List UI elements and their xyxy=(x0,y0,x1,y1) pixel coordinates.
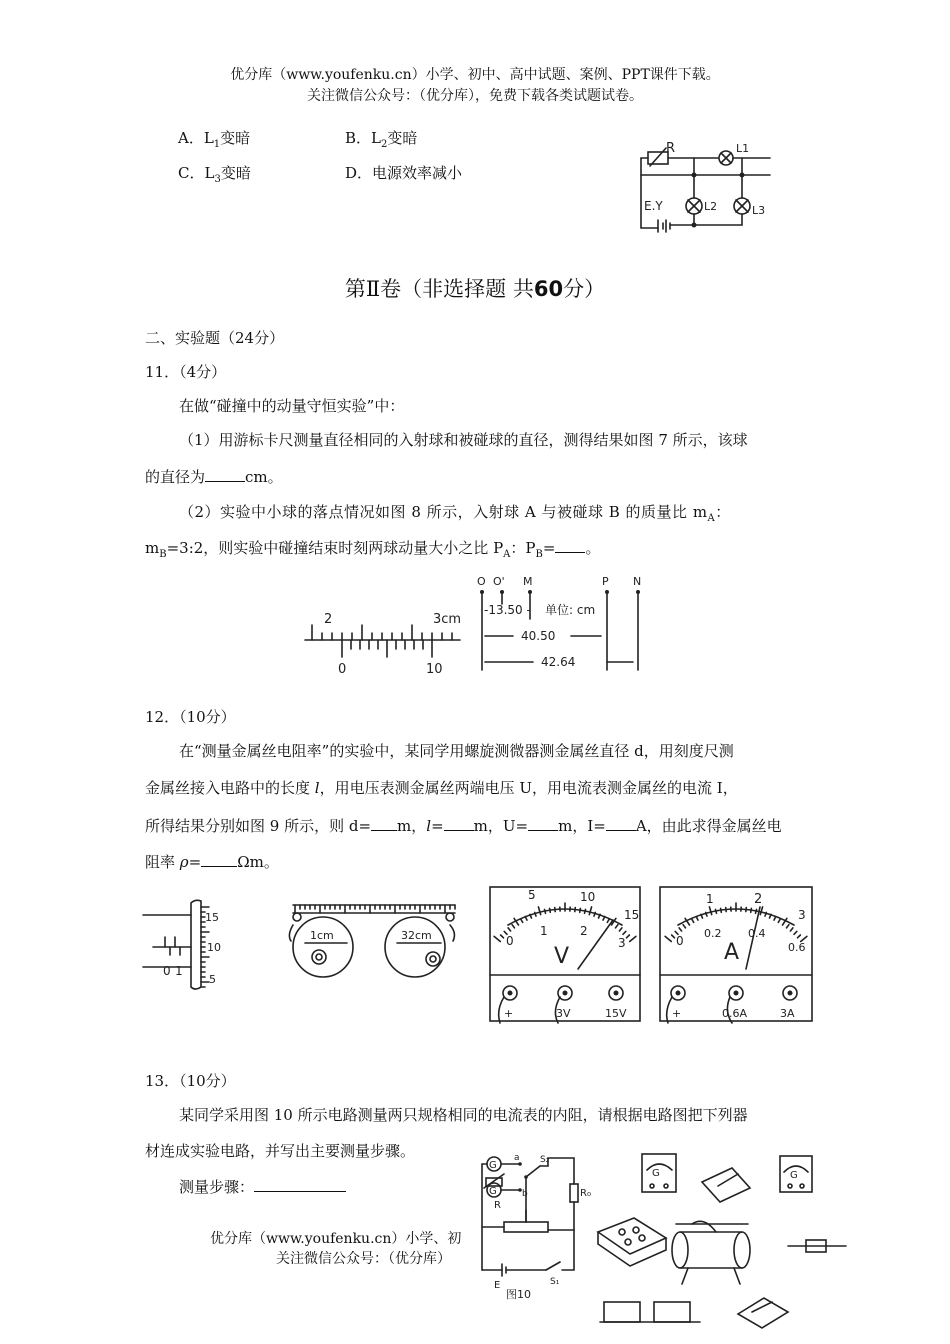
figure-7-vernier xyxy=(300,605,475,680)
header-line-1: 优分库（www.youfenku.cn）小学、初中、高中试题、案例、PPT课件下载。 xyxy=(230,67,720,83)
micrometer-label-1: 1 xyxy=(175,964,183,978)
section-heading: 二、实验题（24分） xyxy=(145,329,285,347)
ammeter-tick xyxy=(751,908,752,912)
answer-blank[interactable] xyxy=(201,852,237,867)
ammeter-tick xyxy=(794,931,797,934)
voltmeter-tick xyxy=(538,907,540,915)
voltmeter-tick xyxy=(494,936,500,941)
footer-line-1: 优分库（www.youfenku.cn）小学、初 xyxy=(210,1231,462,1247)
figure-10-caption: 图10 xyxy=(506,1288,531,1301)
micrometer-label-10: 10 xyxy=(207,941,221,954)
ammeter-tick xyxy=(679,928,682,931)
resistance-box-icon xyxy=(598,1218,666,1254)
galvanometer-1-text: G xyxy=(652,1168,660,1179)
ammeter-bottom-02: 0.2 xyxy=(704,927,722,940)
micrometer-label-5: 5 xyxy=(209,973,216,986)
switch-s1-label: S₁ xyxy=(550,1277,560,1287)
q12-line2: 金属丝接入电路中的长度 l，用电压表测金属丝两端电压 U，用电流表测金属丝的电流 I， xyxy=(145,779,738,797)
voltmeter-bottom-3: 3 xyxy=(618,936,626,950)
ammeter-tick xyxy=(790,928,793,931)
answer-blank[interactable] xyxy=(371,816,397,831)
voltmeter-tick xyxy=(607,919,609,922)
label-r: R xyxy=(666,141,676,156)
figure-10-apparatus xyxy=(592,1152,850,1342)
ammeter-tick xyxy=(683,925,685,928)
point-label-m: M xyxy=(523,575,533,588)
ammeter-symbol: A xyxy=(724,940,740,965)
voltmeter-tick xyxy=(616,925,618,928)
vernier-label-0: 0 xyxy=(338,662,347,677)
switch-s2-label: S₂ xyxy=(540,1155,550,1165)
answer-blank[interactable] xyxy=(444,816,474,831)
section-title: 第Ⅱ卷（非选择题 共60分） xyxy=(344,277,606,301)
switch-terminal-b: b xyxy=(522,1189,528,1199)
ammeter-tick xyxy=(672,935,675,938)
point-label-n: N xyxy=(633,575,642,588)
voltmeter-tick xyxy=(589,907,591,915)
figure-10-circuit xyxy=(478,1150,598,1300)
voltmeter-term-15v: 15V xyxy=(605,1007,627,1020)
switch-2-icon xyxy=(738,1298,788,1328)
distance-om: -13.50 - xyxy=(484,603,531,617)
rheostat-r-label: R xyxy=(494,1200,501,1211)
point-label-o-prime: O' xyxy=(493,575,505,588)
voltmeter-tick xyxy=(545,909,546,913)
ammeter-tick xyxy=(696,917,698,921)
q12-line4: 阻率 ρ= Ωm。 xyxy=(145,853,279,871)
q12-header: 12．（10分） xyxy=(145,708,236,726)
figure-8-landing-points xyxy=(475,574,655,674)
voltmeter-tick xyxy=(575,908,576,912)
voltmeter-top-10: 10 xyxy=(580,890,596,904)
voltmeter-tick xyxy=(508,928,511,931)
q13-header: 13．（10分） xyxy=(145,1072,236,1090)
ammeter-term-3a: 3A xyxy=(780,1007,795,1020)
vernier-label-3cm: 3cm xyxy=(433,612,462,627)
voltmeter-tick xyxy=(619,928,622,931)
answer-blank[interactable] xyxy=(555,538,585,553)
ammeter-bottom-04: 0.4 xyxy=(748,927,766,940)
voltmeter-symbol: V xyxy=(554,944,570,969)
point-label-o: O xyxy=(477,575,486,588)
ammeter-term-06a: 0.6A xyxy=(722,1007,748,1020)
galvanometer-1-label: G xyxy=(489,1160,497,1171)
voltmeter-tick xyxy=(630,936,636,941)
voltmeter-tick xyxy=(555,908,556,912)
ammeter-tick xyxy=(721,908,722,912)
galvanometer-2-label: G xyxy=(489,1186,497,1197)
voltmeter-tick xyxy=(580,908,581,912)
voltmeter-top-5: 5 xyxy=(528,888,536,902)
q11-part2-line2: $m_B=3:2$，则实验中碰撞结束时刻两球动量大小之比 $P_A$：$P_B=$ 。 xyxy=(145,539,601,560)
ammeter-tick xyxy=(665,936,671,941)
answer-blank[interactable] xyxy=(606,816,636,831)
label-l2: L2 xyxy=(704,200,718,213)
voltmeter-tick xyxy=(623,931,626,934)
voltmeter-tick xyxy=(512,925,514,928)
option-d: D．电源效率减小 xyxy=(345,164,463,182)
voltmeter-tick xyxy=(627,935,630,938)
figure-9-ruler xyxy=(285,895,460,995)
micrometer-label-0: 0 xyxy=(163,964,171,978)
ruler-label-32cm: 32cm xyxy=(401,929,432,942)
q11-part2-line1: （2）实验中小球的落点情况如图 8 所示，入射球 A 与被碰球 B 的质量比 $m_A$： xyxy=(179,503,731,524)
micrometer-label-15: 15 xyxy=(205,911,219,924)
voltmeter-bottom-2: 2 xyxy=(580,924,588,938)
circuit-diagram-q10 xyxy=(636,140,776,235)
switch-1-icon xyxy=(702,1168,750,1202)
q12-line1: 在“测量金属丝电阻率”的实验中，某同学用螺旋测微器测金属丝直径 d，用刻度尺测 xyxy=(179,742,734,760)
ammeter-term-plus: + xyxy=(672,1007,682,1020)
voltmeter-top-15: 15 xyxy=(624,908,640,922)
galvanometer-2-text: G xyxy=(790,1170,798,1181)
ammeter-tick xyxy=(760,907,762,915)
figure-9-micrometer xyxy=(143,895,228,995)
ammeter-tick xyxy=(787,925,789,928)
answer-blank[interactable] xyxy=(205,467,245,482)
ammeter-tick xyxy=(756,909,757,913)
label-ey: E.Y xyxy=(644,199,663,213)
ammeter-tick xyxy=(716,909,717,913)
resistor-r0-label: R₀ xyxy=(580,1188,591,1199)
q12-line3: 所得结果分别如图 9 所示，则 d= m，l= m，U= m，I= A，由此求得金属丝电 xyxy=(145,817,782,835)
switch-terminal-a: a xyxy=(514,1153,520,1163)
answer-blank[interactable] xyxy=(254,1177,346,1192)
figure-9-ammeter xyxy=(658,885,814,1025)
answer-blank[interactable] xyxy=(528,816,558,831)
ammeter-tick xyxy=(778,919,780,922)
q11-part1-line2: 的直径为 cm。 xyxy=(145,468,283,486)
vernier-label-10: 10 xyxy=(426,662,443,677)
ammeter-bottom-06: 0.6 xyxy=(788,941,806,954)
battery-e-label: E xyxy=(494,1280,501,1291)
ammeter-tick xyxy=(709,907,711,915)
ammeter-bottom-0: 0 xyxy=(676,934,684,948)
option-b: B．$L_2$变暗 xyxy=(345,129,418,150)
label-l3: L3 xyxy=(752,204,766,217)
ammeter-top-2: 2 xyxy=(754,892,763,907)
voltmeter-term-plus: + xyxy=(504,1007,514,1020)
ammeter-tick xyxy=(726,908,727,912)
footer-line-2: 关注微信公众号：（优分库） xyxy=(276,1251,451,1267)
q13-steps: 测量步骤： xyxy=(145,1177,815,1197)
option-a: A．$L_1$变暗 xyxy=(178,129,251,150)
unit-label: 单位: cm xyxy=(545,603,596,617)
q11-header: 11．（4分） xyxy=(145,363,227,381)
ammeter-top-3: 3 xyxy=(798,908,806,922)
figure-9-voltmeter xyxy=(488,885,642,1025)
voltmeter-tick xyxy=(501,935,504,938)
label-l1: L1 xyxy=(736,142,750,155)
q13-line2: 材连成实验电路，并写出主要测量步骤。 xyxy=(145,1142,416,1160)
distance-on: 42.64 xyxy=(541,655,576,669)
ruler-label-1cm: 1cm xyxy=(310,929,334,942)
voltmeter-tick xyxy=(585,909,586,913)
q11-part1-line1: （1）用游标卡尺测量直径相同的入射球和被碰球的直径，测得结果如图 7 所示，该球 xyxy=(179,431,748,449)
rheostat-icon xyxy=(672,1232,688,1268)
ammeter-tick xyxy=(798,935,801,938)
distance-op: 40.50 xyxy=(521,629,556,643)
voltmeter-tick xyxy=(550,908,551,912)
point-label-p: P xyxy=(602,575,609,588)
voltmeter-tick xyxy=(521,919,523,922)
ammeter-tick xyxy=(692,919,694,922)
option-c: C．$L_3$变暗 xyxy=(178,164,251,185)
ammeter-top-1: 1 xyxy=(706,892,714,906)
voltmeter-bottom-0: 0 xyxy=(506,934,514,948)
vernier-label-2: 2 xyxy=(324,612,333,627)
voltmeter-bottom-1: 1 xyxy=(540,924,548,938)
q11-intro: 在做“碰撞中的动量守恒实验”中： xyxy=(179,397,405,415)
header-line-2: 关注微信公众号：（优分库），免费下载各类试题试卷。 xyxy=(307,88,643,104)
ammeter-tick xyxy=(746,908,747,912)
ammeter-tick xyxy=(774,917,776,921)
voltmeter-term-3v: 3V xyxy=(556,1007,571,1020)
q13-line1: 某同学采用图 10 所示电路测量两只规格相同的电流表的内阻，请根据电路图把下列器 xyxy=(179,1106,748,1124)
